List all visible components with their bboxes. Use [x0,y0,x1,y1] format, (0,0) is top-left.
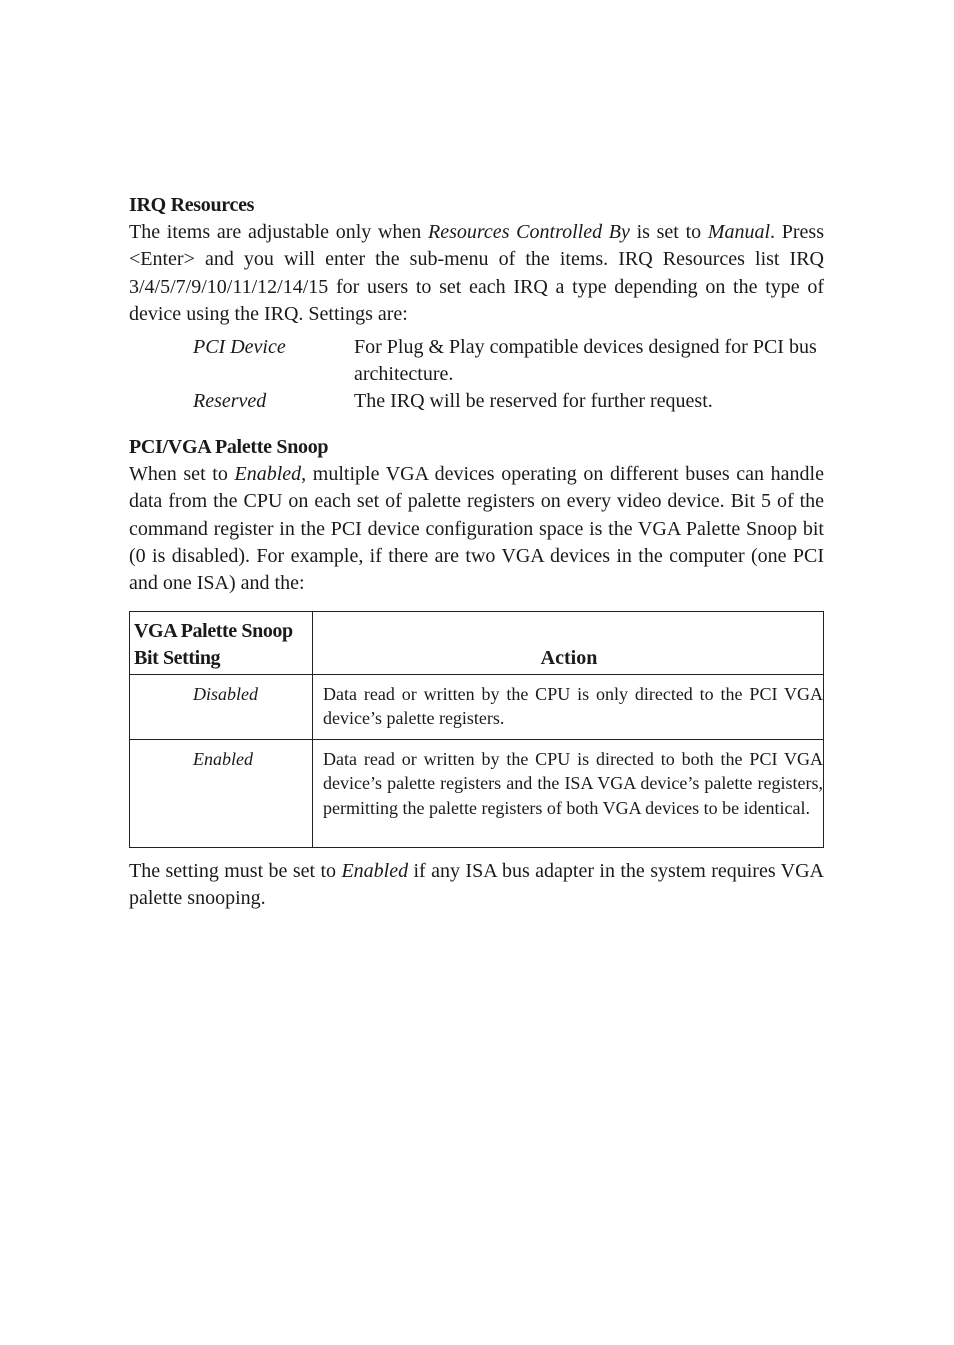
table-header-bit-setting [130,611,313,674]
header-line-2: Bit Setting [134,646,221,669]
palette-snoop-section [129,434,824,912]
table-cell-action: Data read or written by the CPU is directed to both the PCI VGA device’s palette registers and the ISA VGA device’s palette registers, permitting the palette registers of both VGA devices to be identical. [313,739,824,847]
snoop-emphasis-enabled: Enabled [234,463,302,486]
tail-text-1: The setting must be set to [129,859,342,882]
tail-text-2: if any ISA bus adapter in the system requires VGA palette snooping. [129,859,824,909]
table-row [130,674,824,739]
palette-snoop-paragraph [129,461,824,597]
irq-text-3: . Press <Enter> and you will enter the sub-menu of the items. IRQ Resources list IRQ 3/4/5/7/9/10/11/12/14/15 for users to set each IRQ a type depending on the type of device using the IRQ. Settings are: [129,221,824,325]
tail-emphasis-enabled: Enabled [341,859,409,882]
irq-resources-paragraph [129,219,824,328]
irq-settings-list [129,334,824,415]
snoop-text-2: , multiple VGA devices operating on different buses can handle data from the CPU on each set of palette registers on every video device. Bit 5 of the command register in the PCI device configuration space is the VGA Palette Snoop bit (0 is disabled). For example, if there are two VGA devices in the computer (one PCI and one ISA) and the: [129,463,824,595]
palette-snoop-table [129,611,824,848]
page-content [129,192,824,912]
table-cell-action: Data read or written by the CPU is only directed to the PCI VGA device’s palette registers. [313,674,824,739]
irq-emphasis-manual: Manual [707,221,771,243]
irq-emphasis-resources-controlled-by: Resources Controlled By [428,221,630,243]
irq-text-2: is set to [629,221,708,243]
irq-setting-row [129,334,824,388]
palette-snoop-conclusion [129,858,824,913]
snoop-text-1: When set to [129,463,235,486]
irq-text-1: The items are adjustable only when [129,221,429,243]
irq-setting-name: Reserved [193,390,267,413]
irq-setting-description: For Plug & Play compatible devices designed for PCI bus architecture. [354,336,817,386]
table-cell-setting: Disabled [130,674,313,739]
palette-snoop-heading: PCI/VGA Palette Snoop [129,436,329,459]
table-header-action: Action [540,646,598,669]
irq-setting-name: PCI Device [193,336,286,359]
irq-resources-heading: IRQ Resources [129,194,255,216]
table-header-row [130,611,824,674]
table-cell-setting: Enabled [130,739,313,847]
irq-setting-row [129,388,824,415]
irq-setting-description: The IRQ will be reserved for further request. [354,390,713,413]
header-line-1: VGA Palette Snoop [134,619,293,642]
table-row [130,739,824,847]
